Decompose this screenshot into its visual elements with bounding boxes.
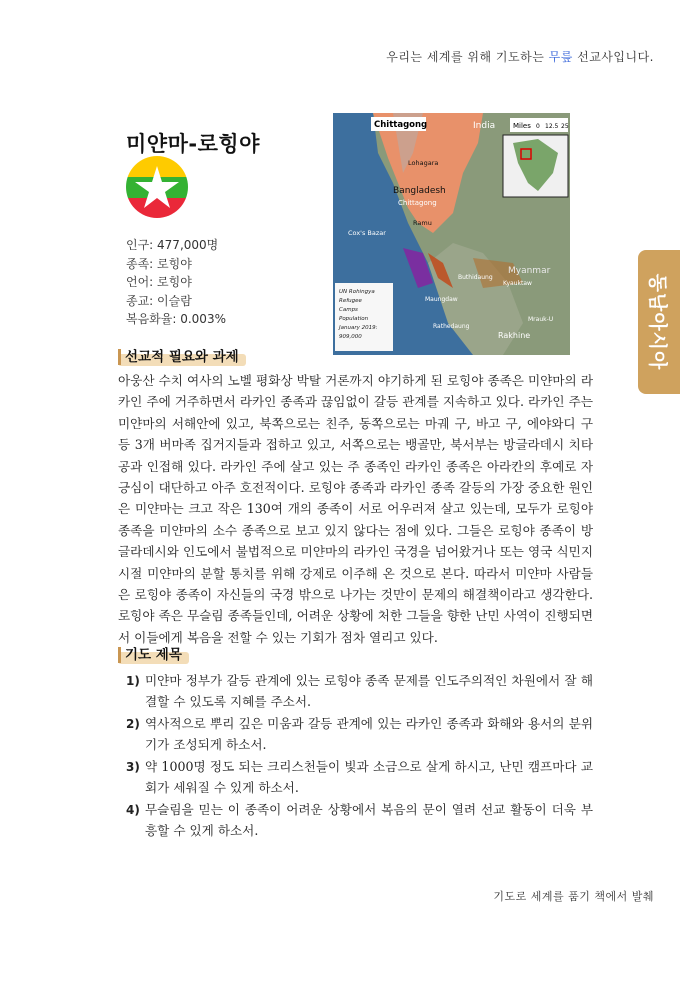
fact-list	[126, 236, 226, 329]
prayer-text: 약 1000명 정도 되는 크리스천들이 빛과 소금으로 살게 하시고, 난민 캠프마다 교회가 세워질 수 있게 하소서.	[145, 759, 593, 795]
prayer-list	[126, 671, 593, 843]
prayer-number: 4)	[126, 803, 140, 817]
myanmar-flag-icon	[126, 156, 188, 218]
svg-text:Chittagong: Chittagong	[374, 120, 428, 130]
svg-text:Ramu: Ramu	[413, 219, 432, 227]
prayer-number: 2)	[126, 717, 140, 731]
svg-text:India: India	[473, 121, 496, 131]
header-tagline	[386, 48, 654, 65]
section-heading-mission-needs	[118, 346, 246, 368]
page-title: 미얀마-로힝야	[126, 132, 260, 156]
section-heading-prayer-topics	[118, 644, 189, 666]
svg-text:Maungdaw: Maungdaw	[425, 296, 458, 303]
prayer-text: 무슬림을 믿는 이 종족이 어려운 상황에서 복음의 문이 열려 선교 활동이 더욱 부흥할 수 있게 하소서.	[145, 802, 593, 838]
svg-text:Rakhine: Rakhine	[498, 331, 531, 340]
tagline-highlight: 무릎	[548, 50, 573, 64]
mission-needs-body: 아웅산 수치 여사의 노벨 평화상 박탈 거론까지 야기하게 된 로힝야 종족은 미얀마의 라카인 주에 거주하면서 라카인 종족과 끊임없이 갈등 관계를 지속하고 있다. 라카인 주는 미얀마의 서해안에 있고, 북쪽으로는 친주, 동쪽으로는 마궤 구, 바고 구, 에야와디 구 등 3개 버마족 집거지들과 접하고 있고, 서쪽으로는 뱅골만, 북서부는 방글라데시 치타공과 인접해 있다. 라카인 주에 살고 있는 주 종족인 라카인 종족은 아라칸의 후예로 자긍심이 대단하고 아주 호전적이다. 로힝야 종족과 라카인 종족 갈등의 가장 중요한 원인은 미얀마는 크고 작은 130여 개의 종족이 서로 어우러져 살고 있는데, 모두가 로힝야 종족을 미얀마의 소수 종족으로 보고 있지 않다는 점에 있다. 그들은 로힝야 종족이 방글라데시와 인도에서 불법적으로 미얀마의 라카인 국경을 넘어왔거나 또는 영국 식민지 시절 미얀마의 분할 통치를 위해 강제로 이주해 온 것으로 본다. 따라서 미얀마 사람들은 로힝야 종족이 자신들의 국경 밖으로 나가는 것만이 문제의 해결책이라고 생각한다. 로힝야 족은 무슬림 종족들인데, 어려운 상황에 처한 그들을 향한 난민 사역이 진행되면서 이들에게 복음을 전할 수 있는 기회가 점차 열리고 있다.	[118, 373, 593, 645]
footer-source: 기도로 세계를 품기 책에서 발췌	[493, 890, 654, 903]
prayer-number: 3)	[126, 760, 140, 774]
svg-text:Miles: Miles	[513, 122, 531, 130]
region-side-tab	[638, 250, 680, 394]
svg-text:25: 25	[561, 123, 569, 130]
svg-text:Cox's Bazar: Cox's Bazar	[348, 229, 386, 237]
fact-ethnicity: 종족: 로힝야	[126, 256, 192, 271]
prayer-item	[126, 714, 593, 755]
svg-text:Refugee: Refugee	[339, 298, 362, 304]
svg-text:Rathedaung: Rathedaung	[433, 323, 470, 330]
heading-accent-bar	[118, 349, 121, 365]
tagline-pre: 우리는 세계를 위해 기도하는	[386, 50, 549, 64]
svg-text:Myanmar: Myanmar	[508, 266, 551, 276]
svg-text:Bangladesh: Bangladesh	[393, 186, 446, 196]
prayer-item	[126, 800, 593, 841]
svg-text:0: 0	[536, 123, 540, 130]
svg-text:UN Rohingya: UN Rohingya	[339, 289, 375, 295]
svg-text:Camps: Camps	[339, 307, 358, 313]
svg-text:January 2019:: January 2019:	[339, 325, 378, 331]
prayer-text: 역사적으로 뿌리 깊은 미움과 갈등 관계에 있는 라카인 종족과 화해와 용서의 분위기가 조성되게 하소서.	[145, 716, 593, 752]
svg-text:Chittagong: Chittagong	[398, 199, 437, 207]
heading-accent-bar	[118, 647, 121, 663]
fact-population: 인구: 477,000명	[126, 238, 219, 252]
svg-text:Buthidaung: Buthidaung	[458, 274, 493, 281]
prayer-item	[126, 671, 593, 712]
svg-text:Population: Population	[339, 316, 369, 322]
region-map	[333, 113, 570, 355]
prayer-text: 미얀마 정부가 갈등 관계에 있는 로힝야 종족 문제를 인도주의적인 차원에서 잘 해결할 수 있도록 지혜를 주소서.	[145, 673, 593, 709]
prayer-item	[126, 757, 593, 798]
svg-text:Mrauk-U: Mrauk-U	[528, 316, 554, 323]
svg-text:Kyauktaw: Kyauktaw	[503, 280, 532, 287]
svg-text:12.5: 12.5	[545, 123, 559, 130]
svg-text:Lohagara: Lohagara	[408, 159, 439, 167]
fact-evangelization-rate: 복음화율: 0.003%	[126, 312, 226, 326]
fact-language: 언어: 로힝야	[126, 275, 192, 289]
section-heading-prayer-topics-label: 기도 제목	[125, 647, 182, 663]
prayer-number: 1)	[126, 674, 140, 688]
tagline-post: 선교사입니다.	[572, 50, 654, 64]
svg-text:909,000: 909,000	[339, 334, 362, 340]
fact-religion: 종교: 이슬람	[126, 293, 192, 308]
region-side-tab-label: 동남아시아	[646, 273, 669, 371]
section-heading-mission-needs-label: 선교적 필요와 과제	[125, 349, 239, 365]
